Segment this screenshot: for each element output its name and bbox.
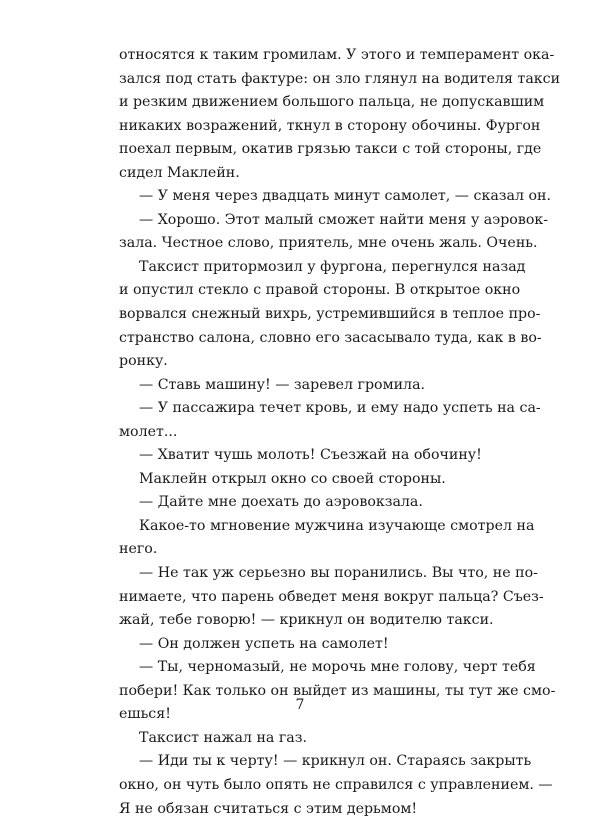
text-line: — Дайте мне доехать до аэровокзала.: [119, 491, 484, 515]
text-line: зался под стать фактуре: он зло глянул на водителя такси: [119, 68, 484, 92]
text-line: окно, он чуть было опять не справился с управлением. —: [119, 774, 484, 798]
text-line: Я не обязан считаться с этим дерьмом!: [119, 798, 484, 821]
text-line: относятся к таким громилам. У этого и темперамент ока-: [119, 44, 484, 68]
text-line: молет...: [119, 421, 484, 445]
text-line: — У пассажира течет кровь, и ему надо успеть на са-: [119, 397, 484, 421]
text-line: — Иди ты к черту! — крикнул он. Стараясь закрыть: [119, 750, 484, 774]
text-line: Маклейн открыл окно со своей стороны.: [119, 468, 484, 492]
text-line: Таксист притормозил у фургона, перегнулся назад: [119, 256, 484, 280]
text-line: — Он должен успеть на самолет!: [119, 633, 484, 657]
text-line: жай, тебе говорю! — крикнул он водителю такси.: [119, 609, 484, 633]
text-line: — Не так уж серьезно вы поранились. Вы что, не по-: [119, 562, 484, 586]
text-line: ронку.: [119, 350, 484, 374]
text-line: — Ты, черномазый, не морочь мне голову, черт тебя: [119, 656, 484, 680]
page-number: 7: [0, 697, 600, 713]
text-line: Таксист нажал на газ.: [119, 727, 484, 751]
text-line: никаких возражений, ткнул в сторону обочины. Фургон: [119, 115, 484, 139]
text-line: ворвался снежный вихрь, устремившийся в теплое про-: [119, 303, 484, 327]
text-line: нимаете, что парень обведет меня вокруг пальца? Съез-: [119, 586, 484, 610]
text-line: странство салона, словно его засасывало туда, как в во-: [119, 327, 484, 351]
text-line: сидел Маклейн.: [119, 162, 484, 186]
text-line: — Хорошо. Этот малый сможет найти меня у аэровок-: [119, 209, 484, 233]
text-line: ешься!: [119, 703, 484, 727]
text-line: и резким движением большого пальца, не допускавшим: [119, 91, 484, 115]
text-line: него.: [119, 538, 484, 562]
text-line: — У меня через двадцать минут самолет, — сказал он.: [119, 185, 484, 209]
text-line: и опустил стекло с правой стороны. В открытое окно: [119, 279, 484, 303]
text-line: — Хватит чушь молоть! Съезжай на обочину!: [119, 444, 484, 468]
text-line: зала. Честное слово, приятель, мне очень жаль. Очень.: [119, 232, 484, 256]
text-line: поехал первым, окатив грязью такси с той стороны, где: [119, 138, 484, 162]
text-line: — Ставь машину! — заревел громила.: [119, 374, 484, 398]
text-line: Какое-то мгновение мужчина изучающе смотрел на: [119, 515, 484, 539]
text-line: побери! Как только он выйдет из машины, ты тут же смо-: [119, 680, 484, 704]
